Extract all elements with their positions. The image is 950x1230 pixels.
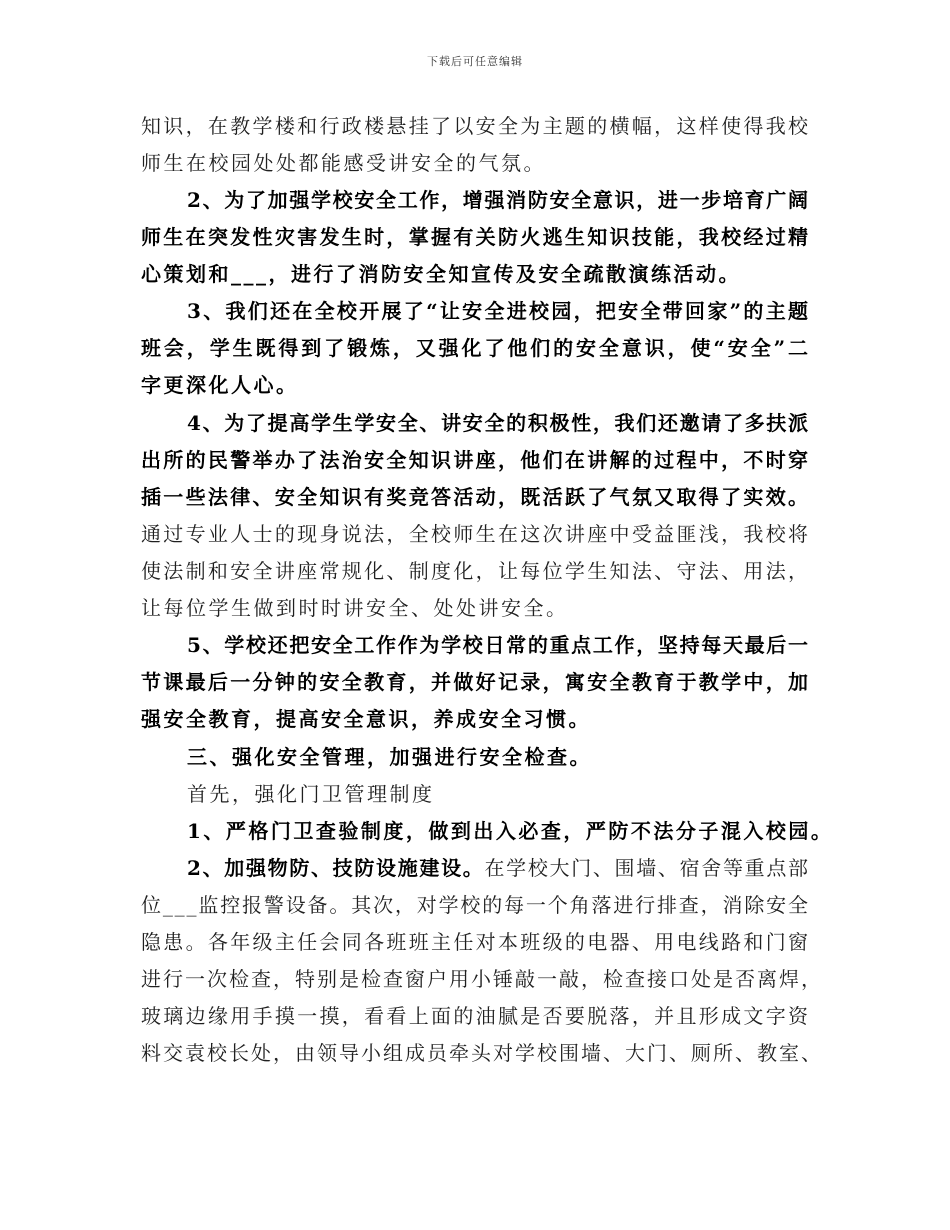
bold-text: 字更深化人心。 — [141, 373, 299, 397]
plain-text: 料交袁校长处，由领导小组成员牵头对学校围墙、大门、厕所、教室、 — [141, 1041, 823, 1065]
text-line — [141, 108, 950, 145]
text-line-content — [141, 479, 810, 516]
text-line — [187, 739, 950, 776]
text-line — [141, 219, 950, 256]
bold-text: 2、为了加强学校安全工作，增强消防安全意识，进一步培育广阔 — [187, 188, 810, 212]
text-line — [141, 479, 950, 516]
text-line-content — [141, 256, 741, 293]
text-line — [141, 367, 950, 404]
text-line-content — [187, 293, 810, 330]
text-line — [141, 998, 950, 1035]
text-line — [141, 145, 950, 182]
bold-text: 5、学校还把安全工作作为学校日常的重点工作，坚持每天最后一 — [187, 633, 810, 657]
plain-text: 位___监控报警设备。其次，对学校的每一个角落进行排查，消除安全 — [141, 893, 810, 917]
bold-text: 3、我们还在全校开展了“让安全进校园，把安全带回家”的主题 — [187, 299, 811, 323]
text-line-content — [187, 813, 833, 850]
text-line-content — [141, 553, 810, 590]
text-line-content — [141, 442, 810, 479]
text-line-content — [187, 776, 435, 813]
text-line — [187, 293, 950, 330]
text-line-content — [141, 701, 591, 738]
text-line-content — [141, 367, 299, 404]
text-line — [187, 182, 950, 219]
text-line-content — [141, 887, 810, 924]
plain-text: 玻璃边缘用手摸一摸，看看上面的油腻是否要脱落，并且形成文字资 — [141, 1004, 811, 1028]
plain-text: 师生在校园处处都能感受讲安全的气氛。 — [141, 151, 546, 175]
text-line — [187, 850, 950, 887]
text-line-content — [141, 330, 811, 367]
text-line — [141, 1035, 950, 1072]
text-line — [187, 813, 950, 850]
text-line-content — [187, 182, 810, 219]
plain-text: 首先，强化门卫管理制度 — [187, 782, 435, 806]
plain-text: 在学校大门、围墙、宿舍等重点部 — [484, 856, 810, 880]
bold-text: 班会，学生既得到了锻炼，又强化了他们的安全意识，使“安全”二 — [141, 336, 811, 360]
text-line — [187, 627, 950, 664]
text-line-content — [141, 108, 810, 145]
text-line — [141, 664, 950, 701]
bold-text: 三、强化安全管理，加强进行安全检查。 — [187, 745, 592, 769]
text-line — [141, 256, 950, 293]
text-line — [141, 887, 950, 924]
text-line-content — [187, 405, 810, 442]
text-line-content — [187, 627, 810, 664]
plain-text: 进行一次检查，特别是检查窗户用小锤敲一敲，检查接口处是否离焊， — [141, 967, 823, 991]
bold-text: 强安全教育，提高安全意识，养成安全习惯。 — [141, 707, 591, 731]
text-line — [141, 590, 950, 627]
text-line — [141, 516, 950, 553]
text-line — [141, 442, 950, 479]
bold-text: 4、为了提高学生学安全、讲安全的积极性，我们还邀请了多扶派 — [187, 411, 810, 435]
text-line-content — [141, 590, 569, 627]
text-line-content — [141, 664, 810, 701]
text-line-content — [141, 998, 810, 1035]
text-line — [141, 961, 950, 998]
plain-text: 通过专业人士的现身说法，全校师生在这次讲座中受益匪浅，我校将 — [141, 522, 811, 546]
text-line — [141, 553, 950, 590]
page-header: 下载后可任意编辑 — [427, 55, 523, 68]
plain-text: 隐患。各年级主任会同各班班主任对本班级的电器、用电线路和门窗 — [141, 930, 811, 954]
bold-text: 出所的民警举办了法治安全知识讲座，他们在讲解的过程中，不时穿 — [141, 448, 811, 472]
text-line-content — [141, 1035, 823, 1072]
bold-text: 插一些法律、安全知识有奖竞答活动，既活跃了气氛又取得了实效。 — [141, 485, 811, 509]
text-line-content — [141, 145, 546, 182]
bold-text: 心策划和___，进行了消防安全知宣传及安全疏散演练活动。 — [141, 262, 741, 286]
text-line-content — [187, 850, 810, 887]
text-line — [187, 776, 950, 813]
text-line-content — [187, 739, 592, 776]
bold-text: 师生在突发性灾害发生时，掌握有关防火逃生知识技能，我校经过精 — [141, 225, 811, 249]
bold-text: 1、严格门卫查验制度，做到出入必查，严防不法分子混入校园。 — [187, 819, 834, 843]
text-line-content — [141, 961, 823, 998]
plain-text: 使法制和安全讲座常规化、制度化，让每位学生知法、守法、用法， — [141, 559, 811, 583]
plain-text: 知识，在教学楼和行政楼悬挂了以安全为主题的横幅，这样使得我校 — [141, 114, 811, 138]
text-line — [141, 330, 950, 367]
bold-text: 节课最后一分钟的安全教育，并做好记录，寓安全教育于教学中，加 — [141, 670, 811, 694]
plain-text: 让每位学生做到时时讲安全、处处讲安全。 — [141, 596, 569, 620]
text-line-content — [141, 924, 810, 961]
text-line — [141, 701, 950, 738]
text-line — [187, 405, 950, 442]
text-line-content — [141, 219, 810, 256]
text-line-content — [141, 516, 810, 553]
text-line — [141, 924, 950, 961]
bold-text: 2、加强物防、技防设施建设。 — [187, 856, 485, 880]
